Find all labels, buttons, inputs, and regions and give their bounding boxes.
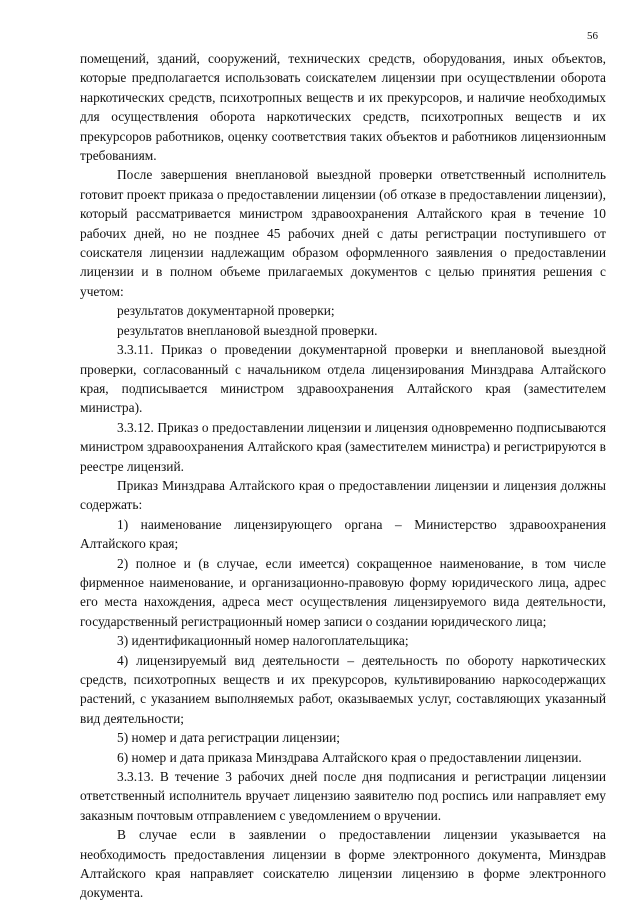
page-number: 56 <box>587 30 598 42</box>
paragraph-continuation: помещений, зданий, сооружений, технических средств, оборудования, иных объектов, которые предполагается использовать соискателем лицензии при осуществлении оборота наркотических средств, психотропных веществ и их прекурсоров, и наличие необходимых для осуществления оборота наркотических средств, психотропных веществ и их прекурсоров работников, оценку соответствия таких объектов и работников лицензионным требованиям. <box>80 51 606 164</box>
list-item-2: 2) полное и (в случае, если имеется) сокращенное наименование, в том числе фирменное наименование, и организационно-правовую форму юридического лица, адрес его места нахождения, адреса мест осуществления лицензируемого вида деятельности, государственный регистрационный номер записи о создании юридического лица; <box>80 555 606 629</box>
list-item-field-check: результатов внеплановой выездной проверки. <box>117 322 378 338</box>
paragraph-3-3-12: 3.3.12. Приказ о предоставлении лицензии и лицензия одновременно подписываются министром здравоохранения Алтайского края (заместителем министра) и регистрируются в реестре лицензий. <box>80 419 606 474</box>
list-item-1: 1) наименование лицензирующего органа – Министерство здравоохранения Алтайского края; <box>80 516 606 552</box>
paragraph-3-3-13: 3.3.13. В течение 3 рабочих дней после дня подписания и регистрации лицензии ответственный исполнитель вручает лицензию заявителю под роспись или направляет ему заказным почтовым отправлением с уведомлением о вручении. <box>80 769 606 823</box>
list-item-5: 5) номер и дата регистрации лицензии; <box>117 730 341 746</box>
paragraph-electronic-license: В случае если в заявлении о предоставлении лицензии указывается на необходимость предоставления лицензии в форме электронного документа, Минздрав Алтайского края направляет соискателю лицензии лицензию в форме электронного документа. <box>80 827 606 901</box>
paragraph-order-contents: Приказ Минздрава Алтайского края о предоставлении лицензии и лицензия должны содержать: <box>80 477 606 513</box>
list-item-3: 3) идентификационный номер налогоплательщика; <box>117 633 409 649</box>
paragraph-3-3-11: 3.3.11. Приказ о проведении документарной проверки и внеплановой выездной проверки, согласованный с начальником отдела лицензирования Минздрава Алтайского края, подписывается министром здравоохранения Алтайского края (заместителем министра). <box>80 342 606 416</box>
paragraph-after-inspection: После завершения внеплановой выездной проверки ответственный исполнитель готовит проект приказа о предоставлении лицензии (об отказе в предоставлении лицензии), который рассматривается министром здравоохранения Алтайского края в течение 10 рабочих дней, но не позднее 45 рабочих дней с даты регистрации поступившего от соискателя лицензии надлежащим образом оформленного заявления о предоставлении лицензии и в полном объеме прилагаемых документов с целью принятия решения с учетом: <box>80 167 606 299</box>
list-item-4: 4) лицензируемый вид деятельности – деятельность по обороту наркотических средств, психотропных веществ и их прекурсоров, культивированию наркосодержащих растений, с указанием выполняемых работ, оказываемых услуг, составляющих указанный вид деятельности; <box>80 652 606 726</box>
list-item-documentary-check: результатов документарной проверки; <box>117 303 335 319</box>
document-body <box>80 49 606 903</box>
list-item-6: 6) номер и дата приказа Минздрава Алтайского края о предоставлении лицензии. <box>117 749 582 765</box>
